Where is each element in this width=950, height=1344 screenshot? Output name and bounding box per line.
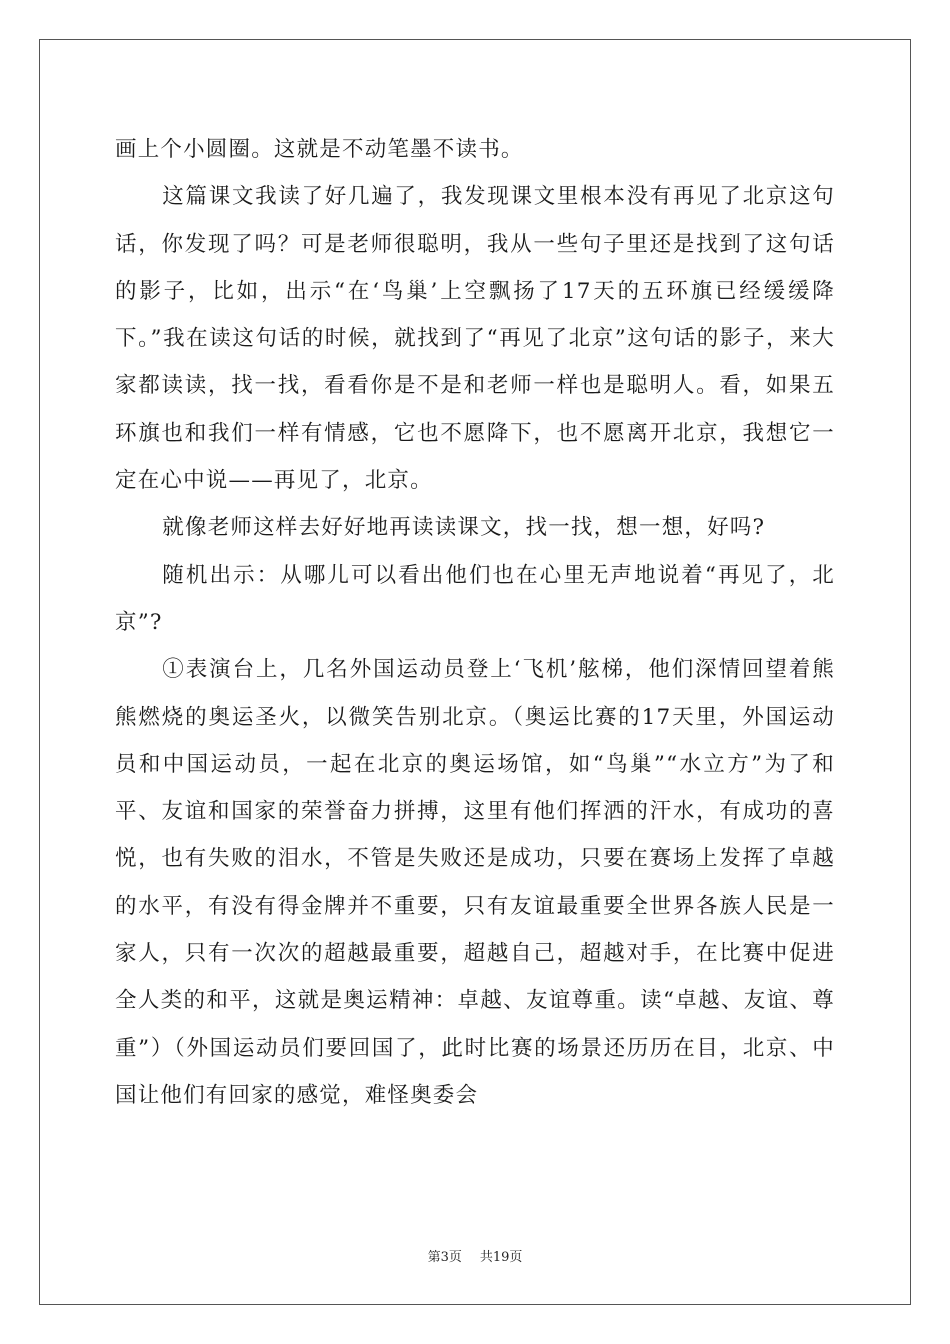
paragraph-3: 就像老师这样去好好地再读读课文，找一找，想一想，好吗?: [162, 515, 766, 541]
page-footer: [0, 1246, 950, 1265]
paragraph-5: ①表演台上，几名外国运动员登上‘飞机’舷梯，他们深情回望着熊熊燃烧的奥运圣火，以微笑告别北京。（奥运比赛的17天里，外国运动员和中国运动员，一起在北京的奥运场馆，如“鸟巢”“水立方”为了和平、友谊和国家的荣誉奋力拼搏，这里有他们挥洒的汗水，有成功的喜悦，也有失败的泪水，不管是失败还是成功，只要在赛场上发挥了卓越的水平，有没有得金牌并不重要，只有友谊最重要全世界各族人民是一家人，只有一次次的超越最重要，超越自己，超越对手，在比赛中促进全人类的和平，这就是奥运精神：卓越、友谊尊重。读“卓越、友谊、尊重”）（外国运动员们要回国了，此时比赛的场景还历历在目，北京、中国让他们有回家的感觉，难怪奥委会: [115, 657, 835, 1108]
paragraph-1: 画上个小圆圈。这就是不动笔墨不读书。: [115, 137, 524, 162]
document-body: [115, 126, 835, 1119]
page-number: 第3页: [427, 1250, 462, 1265]
paragraph-4: 随机出示：从哪儿可以看出他们也在心里无声地说着“再见了，北京”?: [115, 562, 835, 635]
page-total: 共19页: [479, 1250, 523, 1265]
paragraph-2: 这篇课文我读了好几遍了，我发现课文里根本没有再见了北京这句话，你发现了吗？可是老师很聪明，我从一些句子里还是找到了这句话的影子，比如，出示“在‘鸟巢’上空飘扬了17天的五环旗已经缓缓降下。”我在读这句话的时候，就找到了“再见了北京”这句话的影子，来大家都读读，找一找，看看你是不是和老师一样也是聪明人。看，如果五环旗也和我们一样有情感，它也不愿降下，也不愿离开北京，我想它一定在心中说——再见了，北京。: [115, 184, 835, 494]
